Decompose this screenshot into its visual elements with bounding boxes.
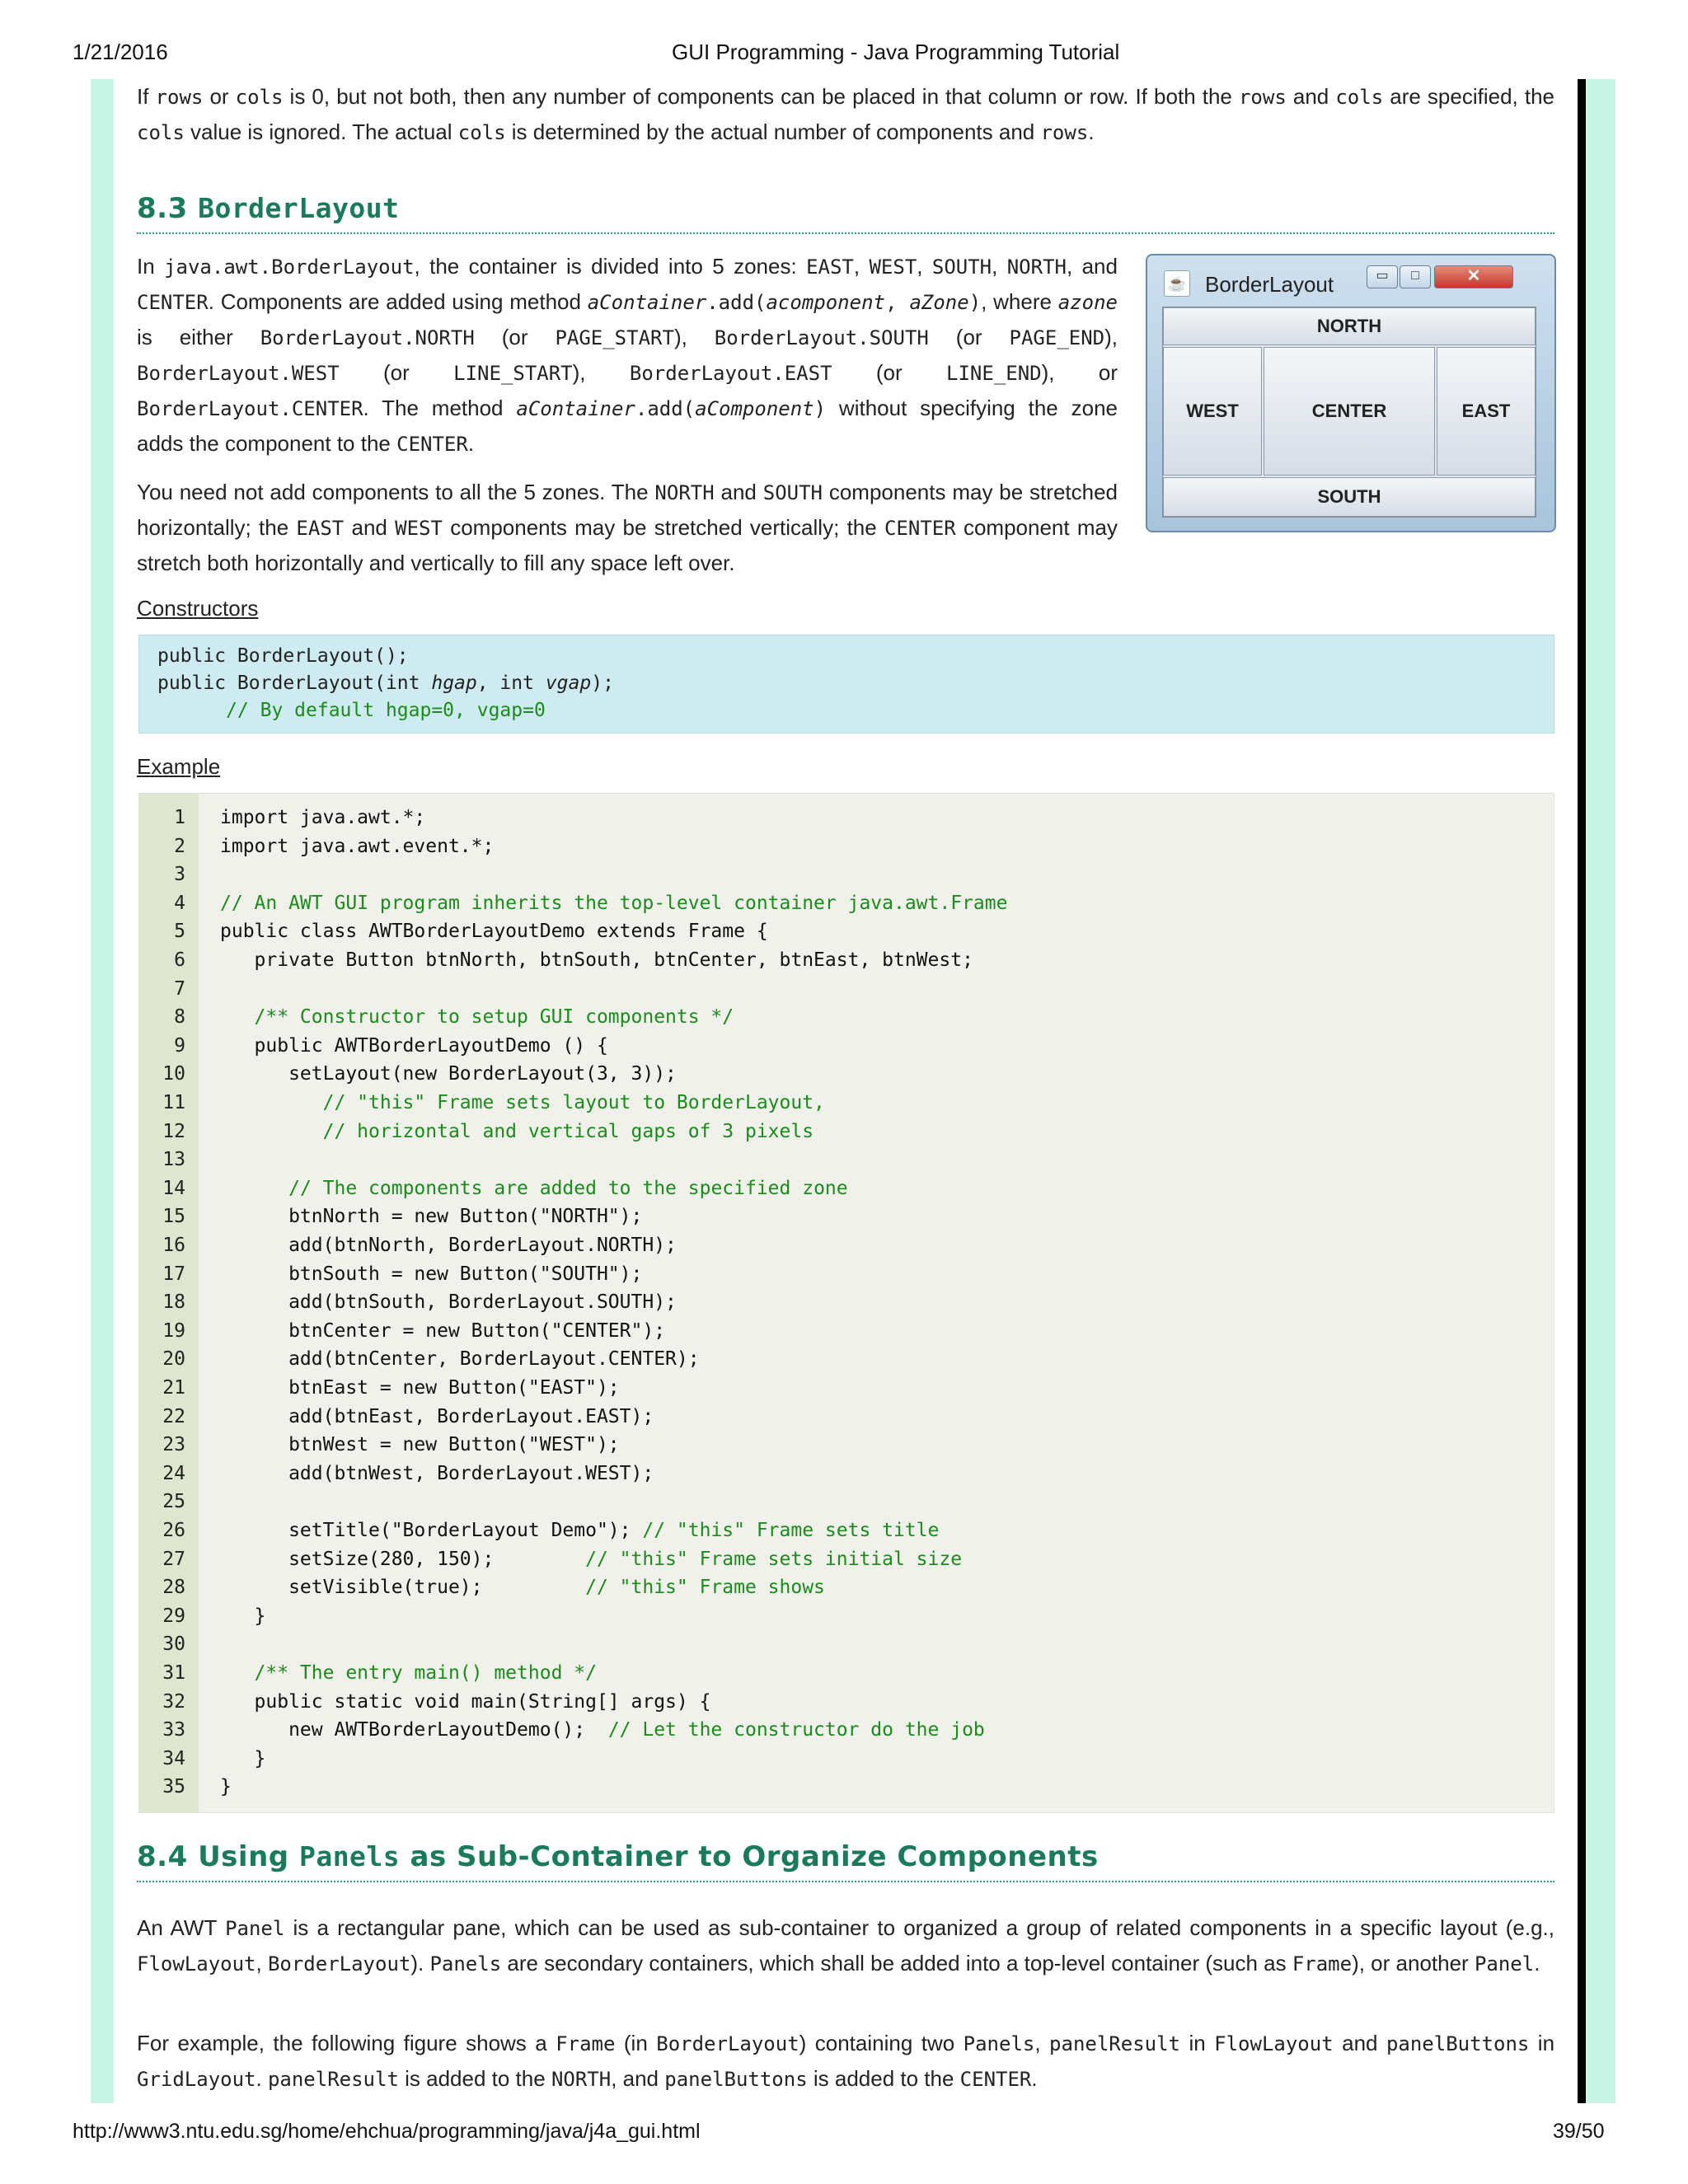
code-comment: // "this" Frame sets layout to BorderLayout, — [322, 1092, 825, 1113]
java-cup-icon: ☕ — [1164, 270, 1190, 297]
minimize-icon: ▭ — [1367, 265, 1398, 288]
line-number: 27 — [162, 1549, 185, 1570]
code-line — [220, 893, 1007, 914]
code-text: } — [220, 1748, 266, 1769]
panel-paragraph-2: For example, the following figure shows a Frame (in BorderLayout) containing two Panels, panelResult in FlowLayout and panelButtons in GridLayout. panelResult is added to the NORTH, and panelButtons is added to the CENTER. — [137, 2031, 1555, 2091]
line-number: 14 — [162, 1178, 185, 1199]
code-line — [220, 807, 425, 828]
constructors-code-box — [138, 635, 1554, 733]
line-number: 1 — [174, 807, 185, 828]
code-line — [220, 1006, 734, 1028]
code-comment: // "this" Frame sets title — [642, 1520, 940, 1541]
code-text: add(btnWest, BorderLayout.WEST); — [220, 1463, 654, 1484]
code-line — [220, 1719, 985, 1741]
line-number: 24 — [162, 1463, 185, 1484]
code-line — [220, 1206, 642, 1227]
line-number: 9 — [174, 1035, 185, 1057]
line-number: 22 — [162, 1406, 185, 1427]
code-text: } — [220, 1776, 232, 1797]
line-number: 11 — [162, 1092, 185, 1113]
window-title: BorderLayout — [1205, 272, 1334, 297]
code-text: add(btnEast, BorderLayout.EAST); — [220, 1406, 654, 1427]
code-text: setSize(280, 150); — [220, 1549, 586, 1570]
scroll-divider — [1578, 79, 1586, 2103]
code-text: private Button btnNorth, btnSouth, btnCenter, btnEast, btnWest; — [220, 949, 973, 971]
maximize-icon: □ — [1400, 265, 1431, 288]
constructor-line-1: public BorderLayout(); — [157, 645, 409, 667]
code-line — [220, 1434, 620, 1455]
code-line — [220, 1235, 677, 1256]
constructor-line-2: public BorderLayout(int hgap, int vgap); — [157, 673, 614, 694]
code-comment: // "this" Frame sets initial size — [585, 1549, 963, 1570]
line-number: 19 — [162, 1320, 185, 1342]
line-number: 16 — [162, 1235, 185, 1256]
code-text: setLayout(new BorderLayout(3, 3)); — [220, 1063, 677, 1085]
intro-paragraph: If rows or cols is 0, but not both, then any number of components can be placed in that column or row. If both the rows and cols are specified, the cols value is ignored. The actual cols is determined by the actual number of components and rows. — [137, 84, 1555, 144]
code-comment: /** The entry main() method */ — [254, 1662, 597, 1684]
close-icon: ✕ — [1434, 265, 1513, 288]
code-line — [220, 1691, 710, 1713]
line-number: 8 — [174, 1006, 185, 1028]
code-text: btnNorth = new Button("NORTH"); — [220, 1206, 643, 1227]
north-button: NORTH — [1163, 307, 1536, 345]
line-number: 5 — [174, 921, 185, 942]
panel-paragraph-1: An AWT Panel is a rectangular pane, which can be used as sub-container to organized a group of related components in a specific layout (e.g., FlowLayout, BorderLayout). Panels are secondary containers, which shall be added into a top-level container (such as Frame), or another Panel. — [137, 1915, 1554, 1975]
code-comment: // Let the constructor do the job — [607, 1719, 985, 1741]
code-comment: // The components are added to the specified zone — [288, 1178, 848, 1199]
line-number: 23 — [162, 1434, 185, 1455]
code-line — [220, 1035, 608, 1057]
code-text — [220, 1178, 288, 1199]
code-line — [220, 1577, 825, 1598]
code-line — [220, 1320, 665, 1342]
line-number: 7 — [174, 978, 185, 1000]
borderlayout-window-figure — [1146, 254, 1556, 532]
code-line — [220, 1377, 620, 1399]
line-number: 33 — [162, 1719, 185, 1741]
center-button: CENTER — [1264, 347, 1435, 476]
print-date: 1/21/2016 — [73, 40, 168, 64]
window-client-area — [1162, 307, 1536, 518]
code-text — [220, 1121, 323, 1142]
line-number: 35 — [162, 1776, 185, 1797]
line-number: 28 — [162, 1577, 185, 1598]
code-text: btnEast = new Button("EAST"); — [220, 1377, 620, 1399]
code-line — [220, 1121, 814, 1142]
print-title: GUI Programming - Java Programming Tutorial — [672, 40, 1120, 64]
constructor-line-3-comment: // By default hgap=0, vgap=0 — [157, 700, 546, 721]
code-text: add(btnSouth, BorderLayout.SOUTH); — [220, 1291, 677, 1313]
line-number: 31 — [162, 1662, 185, 1684]
code-text: import java.awt.event.*; — [220, 836, 495, 857]
code-text: add(btnNorth, BorderLayout.NORTH); — [220, 1235, 677, 1256]
borderlayout-paragraph-2: You need not add components to all the 5 zones. The NORTH and SOUTH components may be stretched horizontally; the EAST and WEST components may be stretched vertically; the CENTER component may stretch both horizontally and vertically to fill any space left over. — [137, 480, 1118, 575]
code-line — [220, 949, 973, 971]
section-heading-8-4: 8.4 Using Panels as Sub-Container to Organize Components — [137, 1840, 1554, 1882]
code-line — [220, 1406, 654, 1427]
code-line — [220, 1092, 825, 1113]
line-number: 20 — [162, 1348, 185, 1370]
code-text: setVisible(true); — [220, 1577, 586, 1598]
code-text — [220, 1662, 255, 1684]
code-text: btnWest = new Button("WEST"); — [220, 1434, 620, 1455]
east-button: EAST — [1437, 347, 1536, 476]
code-line — [220, 1549, 962, 1570]
footer-page-number: 39/50 — [1553, 2120, 1605, 2143]
line-number: 32 — [162, 1691, 185, 1713]
line-number: 4 — [174, 893, 185, 914]
code-line — [220, 1605, 265, 1627]
footer-url: http://www3.ntu.edu.sg/home/ehchua/programming/java/j4a_gui.html — [73, 2120, 701, 2143]
line-number: 29 — [162, 1605, 185, 1627]
right-margin-band — [1586, 79, 1615, 2103]
code-line — [220, 836, 494, 857]
line-number: 15 — [162, 1206, 185, 1227]
code-comment: /** Constructor to setup GUI components */ — [254, 1006, 734, 1028]
line-number: 17 — [162, 1263, 185, 1285]
code-line — [220, 1178, 848, 1199]
line-number: 2 — [174, 836, 185, 857]
example-code-box — [138, 793, 1554, 1813]
constructors-label: Constructors — [137, 596, 259, 621]
code-text: setTitle("BorderLayout Demo"); — [220, 1520, 643, 1541]
code-line — [220, 1263, 642, 1285]
line-number: 34 — [162, 1748, 185, 1769]
line-number: 6 — [174, 949, 185, 971]
line-number: 10 — [162, 1063, 185, 1085]
code-text: public static void main(String[] args) { — [220, 1691, 711, 1713]
code-line — [220, 1776, 232, 1797]
code-text: add(btnCenter, BorderLayout.CENTER); — [220, 1348, 700, 1370]
west-button: WEST — [1163, 347, 1262, 476]
line-number: 25 — [162, 1491, 185, 1512]
line-number: 18 — [162, 1291, 185, 1313]
code-line — [220, 1520, 939, 1541]
line-number: 21 — [162, 1377, 185, 1399]
code-text: public AWTBorderLayoutDemo () { — [220, 1035, 608, 1057]
code-comment: // "this" Frame shows — [585, 1577, 825, 1598]
south-button: SOUTH — [1163, 477, 1536, 517]
line-number: 13 — [162, 1149, 185, 1170]
code-line — [220, 1463, 654, 1484]
line-number: 30 — [162, 1633, 185, 1655]
code-text: } — [220, 1605, 266, 1627]
code-text — [220, 1092, 323, 1113]
code-text: public class AWTBorderLayoutDemo extends Frame { — [220, 921, 768, 942]
code-text: import java.awt.*; — [220, 807, 426, 828]
borderlayout-paragraph-1: In java.awt.BorderLayout, the container is divided into 5 zones: EAST, WEST, SOUTH, NORTH, and CENTER. Components are added using method aContainer.add(acomponent, aZone), where azone is either BorderLayout.NORTH (or PAGE_START), BorderLayout.SOUTH (or PAGE_END), BorderLayout.WEST (or LINE_START), BorderLayout.EAST (or LINE_END), or BorderLayout.CENTER. The method aContainer.add(aComponent) without specifying the zone adds the component to the CENTER. — [137, 254, 1118, 456]
left-margin-band — [91, 79, 114, 2103]
code-text: btnSouth = new Button("SOUTH"); — [220, 1263, 643, 1285]
code-line — [220, 1662, 597, 1684]
code-line — [220, 1063, 677, 1085]
code-line — [220, 921, 768, 942]
section-heading-8-3: 8.3 BorderLayout — [137, 191, 1554, 234]
code-line — [220, 1348, 700, 1370]
code-line — [220, 1748, 265, 1769]
code-text: btnCenter = new Button("CENTER"); — [220, 1320, 666, 1342]
line-number: 3 — [174, 864, 185, 885]
code-line — [220, 1291, 677, 1313]
code-comment: // An AWT GUI program inherits the top-level container java.awt.Frame — [220, 893, 1008, 914]
code-text: new AWTBorderLayoutDemo(); — [220, 1719, 608, 1741]
line-number: 26 — [162, 1520, 185, 1541]
example-label: Example — [137, 754, 221, 779]
line-number: 12 — [162, 1121, 185, 1142]
code-text — [220, 1006, 255, 1028]
code-comment: // horizontal and vertical gaps of 3 pixels — [322, 1121, 814, 1142]
